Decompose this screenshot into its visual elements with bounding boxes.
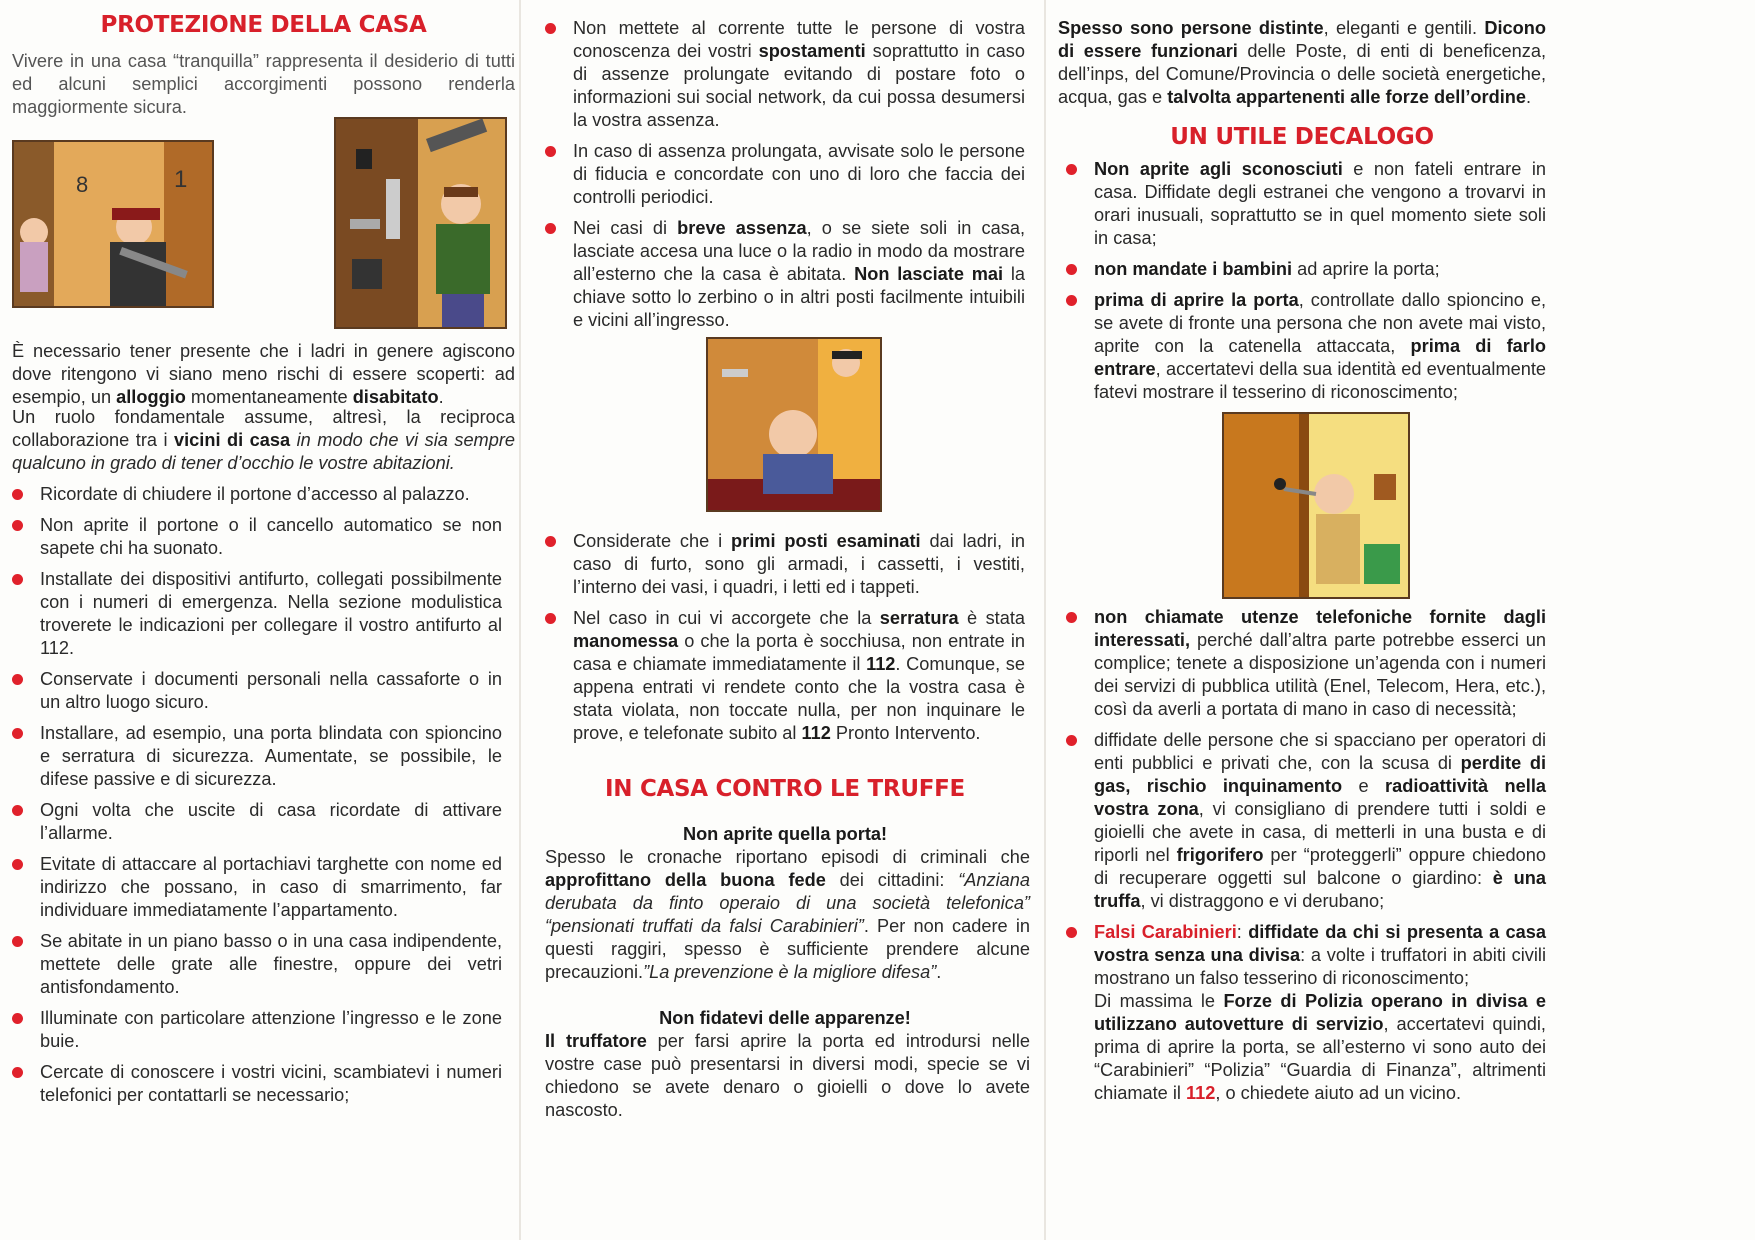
bold-text: disabitato: [352, 387, 439, 407]
bullet-item: [545, 17, 1025, 132]
bullet-item: [12, 853, 502, 922]
fold-line-right: [1044, 0, 1046, 1240]
bold-text: spostamenti: [758, 41, 866, 61]
bold-text: vicini di casa: [174, 430, 291, 450]
bullet-item: [1066, 921, 1546, 1105]
illustration-door-chain: [1222, 412, 1410, 599]
bold-text: è una truffa: [1094, 868, 1546, 911]
text-segment: e: [1342, 776, 1386, 796]
text-segment: dai ladri, in caso di furto, sono gli armadi, i cassetti, i vestiti, l’interno dei vasi, i quadri, i letti ed i tappeti.: [573, 531, 1026, 597]
section-title-decalogo: UN UTILE DECALOGO: [1170, 124, 1434, 150]
bold-text: 112: [1186, 1083, 1216, 1103]
text-segment: : a volte i truffatori in abiti civili mostrano un falso tesserino di riconoscimento;: [1094, 945, 1546, 988]
paragraph-persone-distinte: [1058, 17, 1546, 109]
text-segment: .: [1526, 87, 1532, 107]
bold-text: alloggio: [116, 387, 186, 407]
bullet-item: [12, 1061, 502, 1107]
text-segment: Spesso le cronache riportano episodi di criminali che: [545, 847, 1030, 867]
svg-text:8: 8: [76, 172, 89, 197]
bullet-item: [1066, 258, 1546, 281]
bold-text: Forze di Polizia operano in divisa e utilizzano autovetture di servizio: [1094, 991, 1546, 1034]
text-segment: , eleganti e gentili.: [1323, 18, 1485, 38]
text-segment: Se abitate in un piano basso o in una casa indipendente, mettete delle grate alle finestre, oppure dei vetri antisfondamento.: [40, 931, 502, 997]
bold-text: radioattività nella vostra zona: [1094, 776, 1546, 819]
bullet-item: [12, 799, 502, 845]
text-segment: È necessario tener presente che i ladri in genere agiscono dove ritengono vi siano meno rischi di essere scoperti: ad esempio, un: [12, 341, 515, 407]
bold-text: Il truffatore: [545, 1031, 647, 1051]
text-segment: , o chiedete aiuto ad un vicino.: [1215, 1083, 1462, 1103]
bullet-item: [12, 483, 502, 506]
bold-text: breve assenza: [677, 218, 807, 238]
text-segment: Considerate che i: [573, 531, 732, 551]
bold-text: perdite di gas, rischio inquinamento: [1094, 753, 1546, 796]
italic-text: in modo che vi sia sempre qualcuno in grado di tener d’occhio le vostre abitazioni.: [12, 430, 515, 473]
intro-paragraph: Vivere in una casa “tranquilla” rappresenta il desiderio di tutti ed alcuni semplici accorgimenti possono renderla maggiormente sicura.: [12, 51, 515, 117]
text-segment: Non mettete al corrente tutte le persone di vostra conoscenza dei vostri: [573, 18, 1025, 61]
bold-text: frigorifero: [1176, 845, 1264, 865]
bold-text: Non lasciate mai: [854, 264, 1004, 284]
text-segment: .: [936, 962, 942, 982]
text-segment: momentaneamente: [185, 387, 353, 407]
text-segment: Illuminate con particolare attenzione l’ingresso e le zone buie.: [40, 1008, 502, 1051]
text-segment: .: [438, 387, 444, 407]
text-segment: per farsi aprire la porta ed introdursi nelle vostre case può presentarsi in diversi modi, specie se vi chiedono se avete denaro o gioielli o dove lo avete nascosto.: [545, 1031, 1030, 1120]
text-segment: . Per non cadere in questi raggiri, spesso è sufficiente prendere alcune precauzioni.: [545, 916, 1030, 982]
text-segment: Di massima le: [1094, 991, 1224, 1011]
text-segment: Cercate di conoscere i vostri vicini, scambiatevi i numeri telefonici per contattarli se necessario;: [40, 1062, 502, 1105]
bullet-item: [1066, 289, 1546, 404]
bullet-item: [545, 140, 1025, 209]
text-segment: delle Poste, di enti di beneficenza, dell’inps, del Comune/Provincia o delle società energetiche, acqua, gas e: [1058, 41, 1546, 107]
bullet-item: [1066, 729, 1546, 913]
paragraph-vicini: [12, 406, 515, 475]
bullet-list-decalogo-2: [1066, 606, 1546, 1113]
bullet-item: [545, 217, 1025, 332]
illustration-burglar-at-door: [12, 140, 214, 308]
bold-text: Spesso sono persone distinte: [1058, 18, 1324, 38]
text-segment: , accertatevi della sua identità ed eventualmente fatevi mostrare il tesserino di riconoscimento;: [1094, 359, 1546, 402]
fold-line-left: [519, 0, 521, 1240]
text-segment: la chiave sotto lo zerbino o in altri posti facilmente intuibili e vicini all’ingresso.: [573, 264, 1025, 330]
paragraph-ladri: [12, 340, 515, 409]
bullet-item: [1066, 158, 1546, 250]
bold-text: talvolta appartenenti alle forze dell’ordine: [1167, 87, 1526, 107]
text-segment: o che la porta è socchiusa, non entrate in casa e chiamate immediatamente il: [573, 631, 1025, 674]
text-segment: dei cittadini:: [825, 870, 959, 890]
text-segment: Pronto Intervento.: [830, 723, 981, 743]
bold-text: primi posti esaminati: [731, 531, 921, 551]
bold-text: non mandate i bambini: [1094, 259, 1293, 279]
bullet-list-decalogo-1: [1066, 158, 1546, 412]
bold-text: non chiamate utenze telefoniche fornite dagli interessati,: [1094, 607, 1546, 650]
italic-text: “Anziana derubata da finto operaio di una società telefonica” “pensionati truffati da falsi Carabinieri”: [545, 870, 1030, 936]
bold-text: approfittano della buona fede: [545, 870, 826, 890]
text-segment: In caso di assenza prolungata, avvisate solo le persone di fiducia e concordate con uno di loro che faccia dei controlli periodici.: [573, 141, 1025, 207]
bullet-list-furto: [545, 530, 1025, 753]
text-segment: . Comunque, se appena entrati vi rendete conto che la vostra casa è stata violata, non toccate nulla, per non inquinare le prove, e telefonate subito al: [573, 654, 1025, 743]
text-segment: Installate dei dispositivi antifurto, collegati possibilmente con i numeri di emergenza. Nella sezione modulistica troverete le indicazioni per collegare il vostro antifurto al 112.: [40, 569, 502, 658]
text-segment: Conservate i documenti personali nella cassaforte o in un altro luogo sicuro.: [40, 669, 502, 712]
bullet-item: [12, 930, 502, 999]
text-segment: , controllate dallo spioncino e, se avete di fronte una persona che non avete mai visto, aprite con la catenella attaccata,: [1094, 290, 1546, 356]
text-segment: Ogni volta che uscite di casa ricordate di attivare l’allarme.: [40, 800, 502, 843]
bold-text: diffidate da chi si presenta a casa vostra senza una divisa: [1094, 922, 1546, 965]
subheading-non-aprite: Non aprite quella porta!: [682, 824, 888, 844]
text-segment: , vi distraggono e vi derubano;: [1140, 891, 1385, 911]
paragraph-truffatore: [545, 1030, 1030, 1122]
bold-text: serratura: [879, 608, 959, 628]
bullet-list-assenze: [545, 17, 1025, 340]
text-segment: per “proteggerli” oppure chiedono di recuperare oggetti sul balcone o giardino:: [1094, 845, 1546, 888]
text-segment: , accertatevi quindi, prima di aprire la porta, se all’esterno vi sono auto dei “Carabinieri” “Polizia” “Guardia di Finanza”, altrimenti chiamate il: [1094, 1014, 1546, 1103]
section-title-protezione: PROTEZIONE DELLA CASA: [100, 12, 427, 38]
svg-text:1: 1: [174, 166, 188, 193]
bold-text: manomessa: [573, 631, 679, 651]
bullet-item: [545, 530, 1025, 599]
text-segment: Nel caso in cui vi accorgete che la: [573, 608, 880, 628]
bullet-item: [12, 514, 502, 560]
bullet-item: [545, 607, 1025, 745]
subheading-apparenze: Non fidatevi delle apparenze!: [659, 1008, 911, 1028]
text-segment: soprattutto in caso di assenze prolungate evitando di postare foto o informazioni sui social network, da cui possa desumersi la vostra assenza.: [573, 41, 1026, 130]
bullet-item: [12, 1007, 502, 1053]
bold-text: Dicono di essere funzionari: [1058, 18, 1546, 61]
text-segment: diffidate delle persone che si spacciano per operatori di enti pubblici e privati che, con la scusa di: [1094, 730, 1546, 773]
bullet-item: [12, 668, 502, 714]
text-segment: Ricordate di chiudere il portone d’accesso al palazzo.: [40, 484, 470, 504]
bold-text: 112: [866, 654, 896, 674]
text-segment: è stata: [958, 608, 1025, 628]
illustration-thief-behind-door: [706, 337, 882, 512]
text-segment: , o se siete soli in casa, lasciate accesa una luce o la radio in modo da mostrare all’esterno che la casa è abitata.: [573, 218, 1025, 284]
text-segment: ad aprire la porta;: [1292, 259, 1440, 279]
text-segment: Installare, ad esempio, una porta blindata con spioncino e serratura di sicurezza. Aumentate, se possibile, le difese passive e di sicurezza.: [40, 723, 502, 789]
bullet-item: [12, 568, 502, 660]
bold-text: Falsi Carabinieri: [1094, 922, 1237, 942]
text-segment: Un ruolo fondamentale assume, altresì, la reciproca collaborazione tra i: [12, 407, 515, 450]
section-title-truffe: IN CASA CONTRO LE TRUFFE: [605, 776, 965, 802]
bold-text: Non aprite agli sconosciuti: [1094, 159, 1343, 179]
text-segment: perché dall’altra parte potrebbe esserci un complice; tenete a disposizione un’agenda con i numeri dei servizi di pubblica utilità (Enel, Telecom, Hera, etc.), così da averli a portata di mano in caso di necessità;: [1094, 630, 1546, 719]
bullet-item: [1066, 606, 1546, 721]
italic-text: ”La prevenzione è la migliore difesa”: [643, 962, 937, 982]
bold-text: prima di farlo entrare: [1094, 336, 1546, 379]
text-segment: Evitate di attaccare al portachiavi targhette con nome ed indirizzo che possano, in caso di smarrimento, far individuare immediatamente l’appartamento.: [40, 854, 502, 920]
text-segment: Nei casi di: [573, 218, 678, 238]
bullet-item: [12, 722, 502, 791]
text-segment: , vi consigliano di prendere tutti i soldi e gioielli che avete in casa, di metterli in una busta e di riporli nel: [1094, 799, 1546, 865]
bold-text: 112: [801, 723, 831, 743]
illustration-armored-door-man: [334, 117, 507, 329]
text-segment: :: [1236, 922, 1249, 942]
text-segment: e non fateli entrare in casa. Diffidate degli estranei che vengono a trovarvi in orari inusuali, soprattutto se in quel momento siete soli in casa;: [1094, 159, 1546, 248]
text-segment: Non aprite il portone o il cancello automatico se non sapete chi ha suonato.: [40, 515, 502, 558]
paragraph-cronache: [545, 846, 1030, 984]
bullet-list-protezione: [12, 483, 502, 1115]
bold-text: prima di aprire la porta: [1094, 290, 1299, 310]
